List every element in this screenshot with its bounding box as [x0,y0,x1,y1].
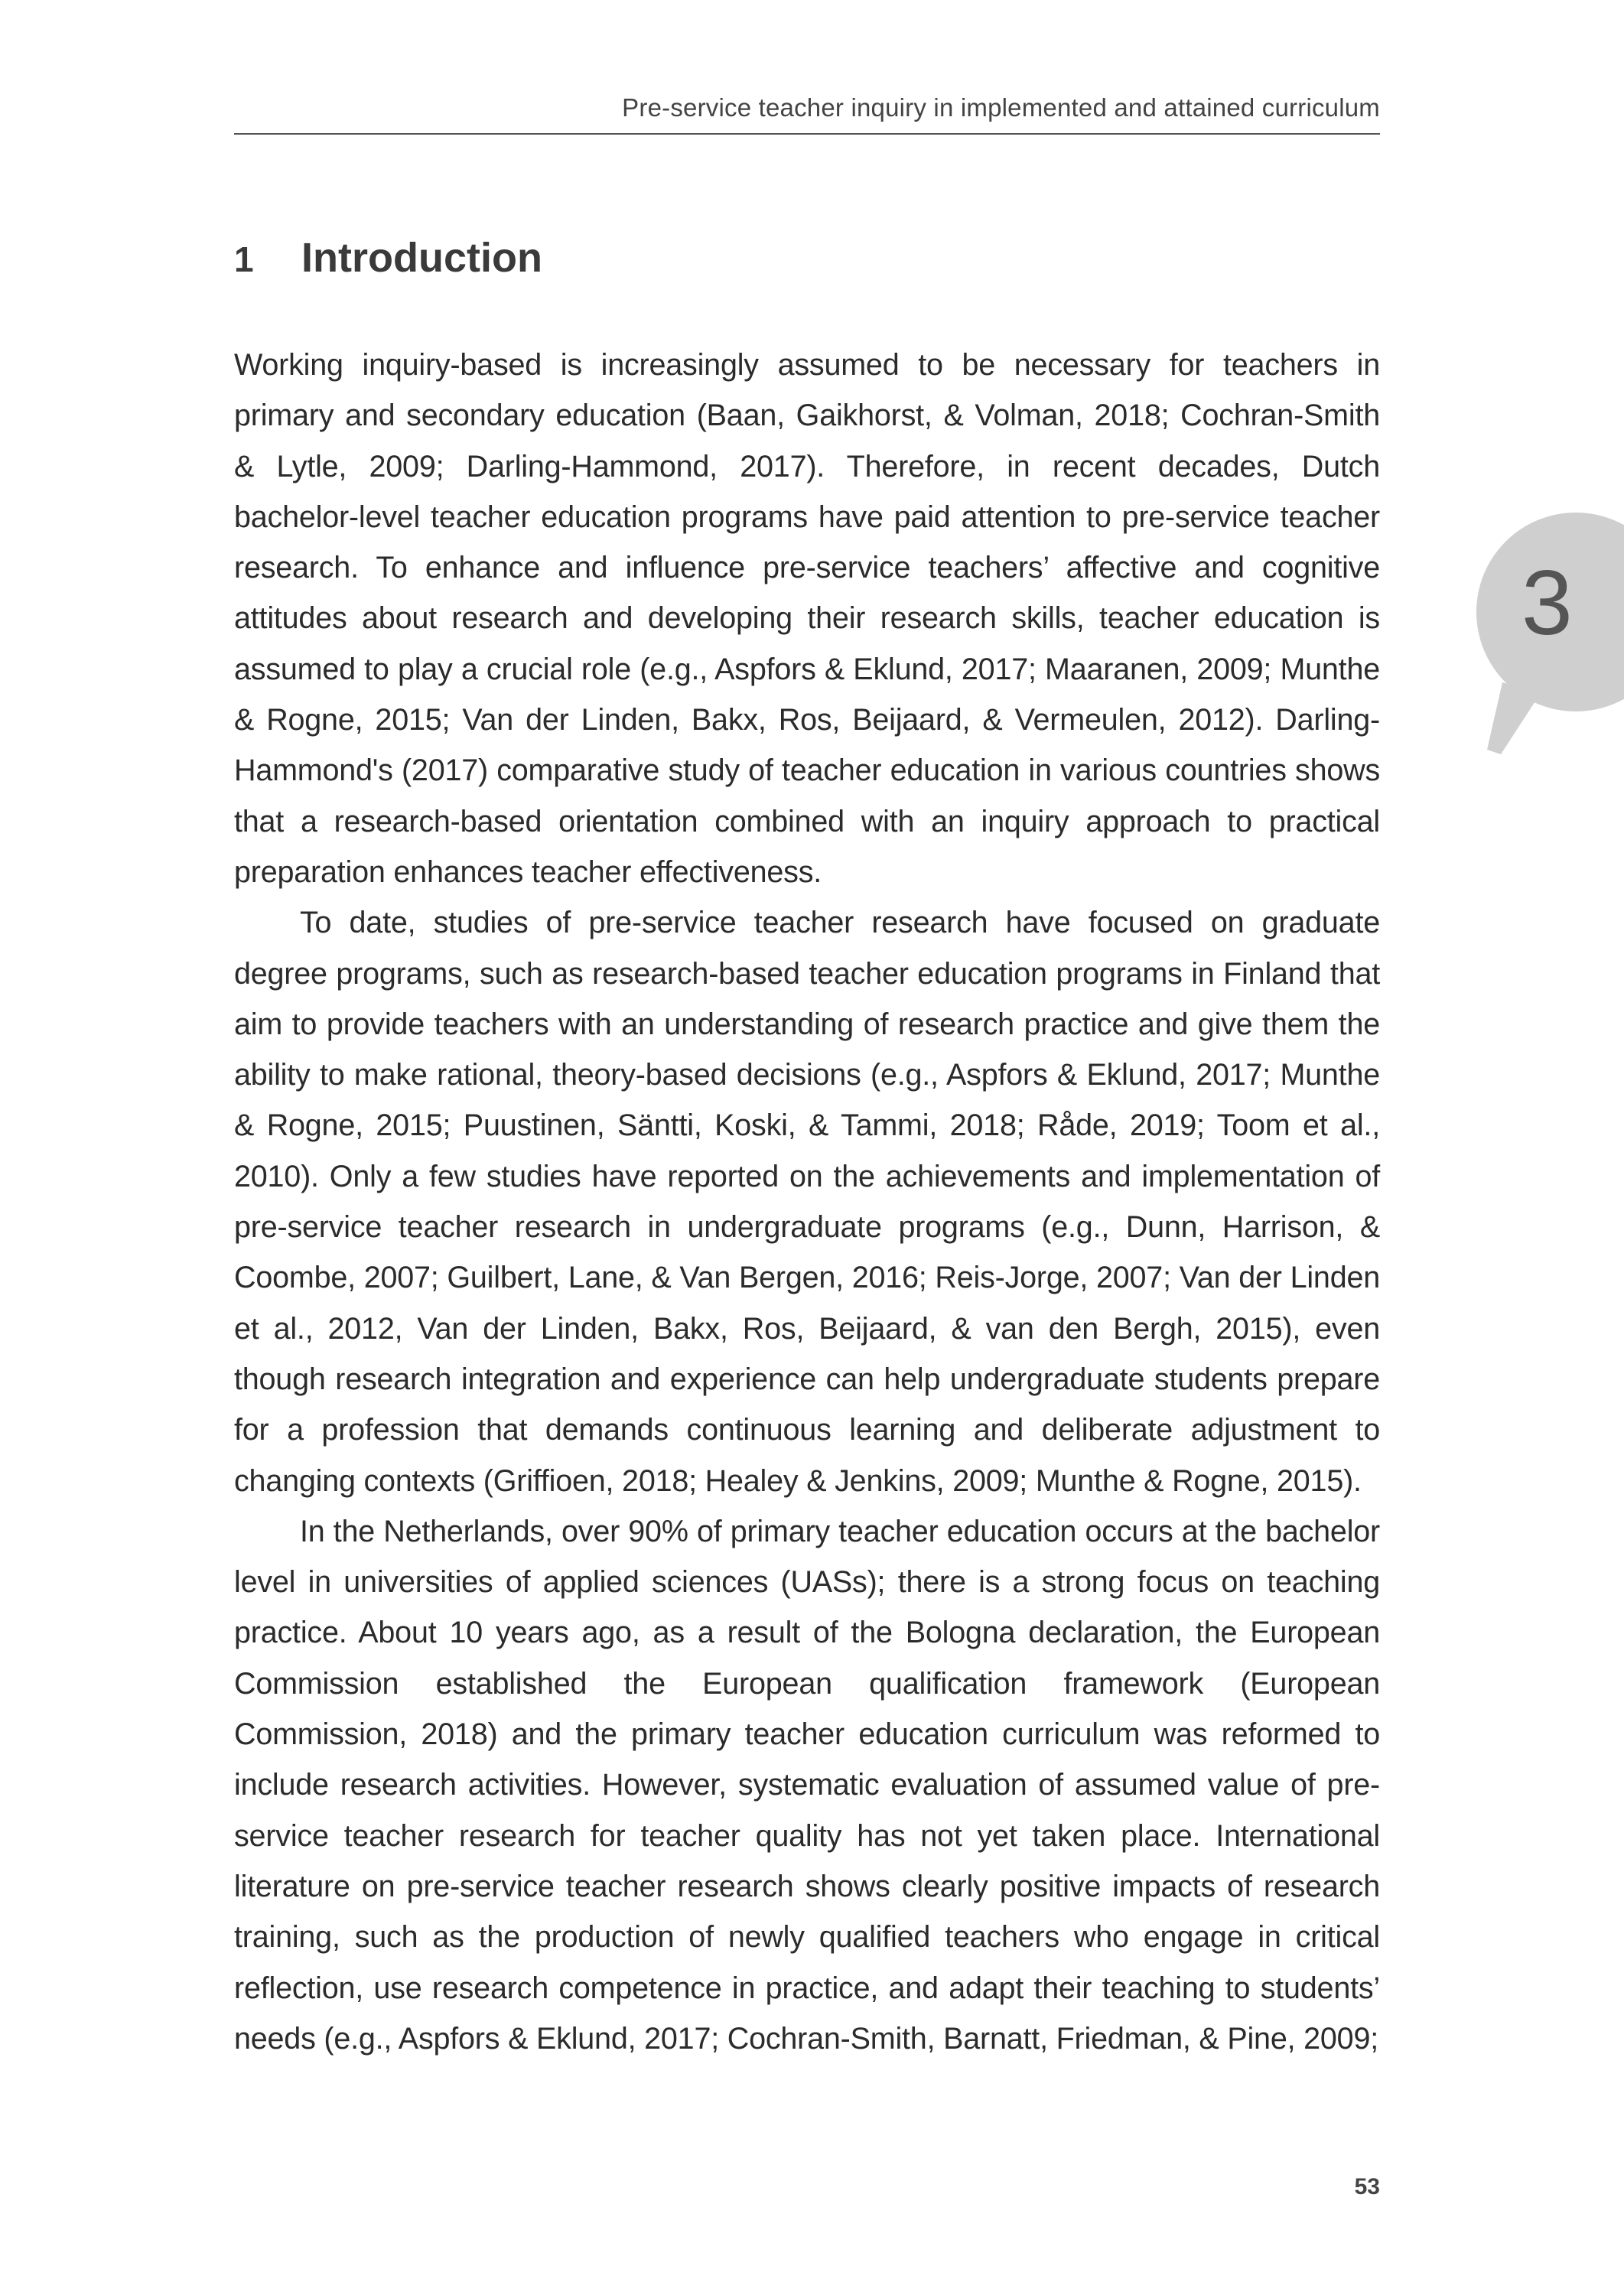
section-number: 1 [234,239,254,279]
page-number: 53 [1354,2174,1380,2199]
section-heading [234,234,542,282]
paragraph: Working inquiry-based is increasingly assumed to be necessary for teachers in primary and secondary education (Baan, Gaikhorst, & Volman, 2018; Cochran-Smith & Lytle, 2009; Darling-Hammond, 2017). Therefore, in recent decades, Dutch bachelor-level teacher education programs have paid attention to pre-service teacher research. To enhance and influence pre-service teachers’ affective and cognitive attitudes about research and developing their research skills, teacher education is assumed to play a crucial role (e.g., Aspfors & Eklund, 2017; Maaranen, 2009; Munthe & Rogne, 2015; Van der Linden, Bakx, Ros, Beijaard, & Vermeulen, 2012). Darling-Hammond's (2017) comparative study of teacher education in various countries shows that a research-based orientation combined with an inquiry approach to practical preparation enhances teacher effectiveness. [234,348,1380,889]
chapter-number: 3 [1521,552,1573,654]
section-title: Introduction [301,235,542,281]
header-rule [234,133,1380,135]
running-header: Pre-service teacher inquiry in implemented and attained curriculum [622,93,1380,122]
paragraph: To date, studies of pre-service teacher research have focused on graduate degree programs, such as research-based teacher education programs in Finland that aim to provide teachers with an understanding of research practice and give them the ability to make rational, theory-based decisions (e.g., Aspfors & Eklund, 2017; Munthe & Rogne, 2015; Puustinen, Säntti, Koski, & Tammi, 2018; Råde, 2019; Toom et al., 2010). Only a few studies have reported on the achievements and implementation of pre-service teacher research in undergraduate programs (e.g., Dunn, Harrison, & Coombe, 2007; Guilbert, Lane, & Van Bergen, 2016; Reis-Jorge, 2007; Van der Linden et al., 2012, Van der Linden, Bakx, Ros, Beijaard, & van den Bergh, 2015), even though research integration and experience can help undergraduate students prepare for a profession that demands continuous learning and deliberate adjustment to changing contexts (Griffioen, 2018; Healey & Jenkins, 2009; Munthe & Rogne, 2015). [234,906,1380,1498]
body-text [234,340,1380,2064]
paragraph: In the Netherlands, over 90% of primary teacher education occurs at the bachelor level in universities of applied sciences (UASs); there is a strong focus on teaching practice. About 10 years ago, as a result of the Bologna declaration, the European Commission established the European qualification framework (European Commission, 2018) and the primary teacher education curriculum was reformed to include research activities. However, systematic evaluation of assumed value of pre-service teacher research for teacher quality has not yet taken place. International literature on pre-service teacher research shows clearly positive impacts of research training, such as the production of newly qualified teachers who engage in critical reflection, use research competence in practice, and adapt their teaching to students’ needs (e.g., Aspfors & Eklund, 2017; Cochran-Smith, Barnatt, Friedman, & Pine, 2009; [234,1514,1380,2056]
